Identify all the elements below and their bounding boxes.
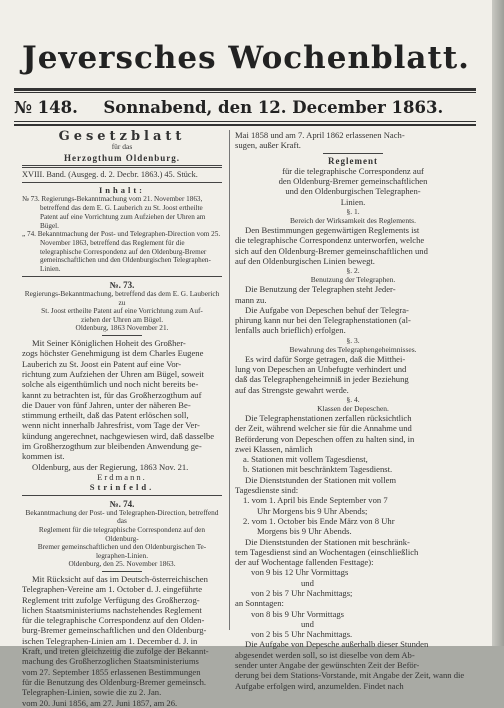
body-line: Die Dienststunden der Stationen mit beschränk-	[245, 536, 410, 547]
body-line: machung des Großherzoglichen Staatsministeriums	[22, 656, 199, 667]
caption-line: legraphen-Linien.	[95, 550, 149, 560]
list-item: b. Stationen mit beschränktem Tagesdienst.	[243, 464, 393, 475]
subtitle-line: Linien.	[340, 196, 366, 207]
body-line: wenn nicht innerhalb Jahresfrist, vom Tage der Ver-	[22, 420, 200, 431]
body-line: Beförderung von Depeschen offen zu halten sind, in	[235, 433, 415, 444]
divider	[22, 165, 222, 168]
caption-line: St. Joost ertheilte Patent auf eine Vorrichtung zum Auf-	[41, 306, 203, 316]
caption-line: ziehen der Uhren am Bügel.	[80, 314, 164, 324]
issue-number: № 148.	[14, 98, 78, 117]
body-line: Die Aufgabe von Depesche außerhalb dieser Stunden	[245, 639, 429, 650]
short-divider	[102, 571, 142, 572]
body-line: lung von Depeschen an Unbefugte verhindert und	[235, 364, 407, 375]
body-line: der auf Wochentage fallenden Festtage):	[235, 557, 374, 568]
body-line: der Zeit, während welcher sie für die Annahme und	[235, 423, 412, 434]
body-line: Reglement tritt zufolge Verfügung des Großherzog-	[22, 594, 200, 605]
issue-line	[14, 98, 476, 117]
section-4-title: §. 4.	[346, 394, 360, 404]
subtitle-line: und den Oldenburgischen Telegraphen-	[285, 186, 421, 197]
section-4-body-3	[235, 537, 471, 568]
list-item: von 9 bis 12 Uhr Vormittags	[251, 567, 349, 578]
list-item: Morgens bis 9 Uhr Abends.	[257, 526, 352, 537]
caption-line: Bekanntmachung der Post- und Telegraphen-Direction, betreffend das	[25, 507, 219, 526]
body-line: kommen ist.	[22, 451, 65, 462]
caption-line: Reglement für die telegraphische Correspondenz auf den Oldenburg-	[38, 525, 206, 543]
body-line: kannt zu betrachten ist, für das Großherzogthum auf	[22, 389, 202, 400]
caption-line: Oldenburg, 1863 November 21.	[75, 323, 169, 333]
section-4-body-2	[235, 475, 471, 496]
body-line: Mit Rücksicht auf das im Deutsch-österreichischen	[32, 573, 208, 584]
short-divider	[323, 153, 383, 154]
body-line: Telegraphen-Vereine am 1. October d. J. eingeführte	[22, 584, 203, 595]
body-line: lichen Staatsministeriums nachstehendes Reglement	[22, 604, 202, 615]
volume-line: XVIII. Band. (Ausgeg. d. 2. Decbr. 1863.) 45. Stück.	[22, 169, 198, 179]
body-line: vom 20. Juni 1856, am 27. Juni 1857, am 26.	[22, 697, 178, 708]
continued-text	[235, 130, 471, 151]
body-line: stimmung ertheilt, daß das Patent erlöschen soll,	[22, 410, 189, 421]
contents-heading: Inhalt:	[98, 185, 146, 196]
body-line: die Dauer von fünf Jahren, unter der näheren Be-	[22, 399, 191, 410]
issue-day: Sonnabend,	[103, 98, 213, 117]
station-classes-list	[235, 454, 471, 475]
issue-date: den 12. December 1863.	[218, 98, 444, 117]
divider	[22, 276, 222, 277]
body-line: sender unter Angabe der gewünschten Zeit der Beför-	[235, 660, 420, 671]
body-line: Telegraphen-Linien, sowie die zu 2. Jan.	[22, 687, 162, 698]
body-line: mann zu.	[235, 294, 267, 305]
reglement-title: Reglement	[328, 155, 378, 166]
subtitle-line: für die telegraphische Correspondenz auf	[282, 165, 424, 176]
body-line: Den Bestimmungen gegenwärtigen Reglements ist	[245, 225, 420, 236]
body-line: Es wird dafür Sorge getragen, daß die Mitthei-	[245, 353, 406, 364]
left-column	[22, 130, 222, 708]
body-line: Kraft, und treten gleichzeitig die zufolge der Bekannt-	[22, 646, 209, 657]
section-73-place: Oldenburg, aus der Regierung, 1863 Nov. 21.	[32, 461, 189, 472]
masthead-rule-thin	[14, 92, 476, 93]
body-line: auf den Oldenburgischen Linien bewegt.	[235, 255, 375, 266]
section-1-title: §. 1.	[346, 207, 360, 217]
section-3-caption: Bewahrung des Telegraphengeheimnisses.	[289, 344, 417, 354]
list-item: und	[301, 577, 314, 588]
list-item: von 2 bis 7 Uhr Nachmittags;	[251, 587, 353, 598]
section-3-body	[235, 354, 471, 395]
body-line: Mit Seiner Königlichen Hoheit des Großher-	[32, 338, 186, 349]
body-line: Tagesdienste sind:	[235, 485, 299, 496]
caption-line: Regierungs-Bekanntmachung, betreffend das dem E. G. Lauberich zu	[24, 289, 220, 307]
list-item: 2. vom 1. October bis Ende März von 8 Uhr	[243, 515, 395, 526]
section-74-label: №. 74.	[109, 498, 135, 509]
section-4-body	[235, 413, 471, 454]
section-74-caption	[22, 509, 222, 569]
body-line: Die Telegraphenstationen zerfallen rücksichtlich	[245, 412, 412, 423]
list-item: a. Stationen mit vollem Tagesdienst,	[243, 454, 368, 465]
body-line: solche als eigenthümlich und noch nicht bereits be-	[22, 379, 199, 390]
column-divider	[229, 130, 230, 630]
toc-item: „ 74. Bekanntmachung der Post- und Telegraphen-Direction vom 25. November 1863, betreffend das Reglement für die telegraphische Correspondenz auf den Oldenburg-Bremer gemeinschaftlichen und den Oldenburgischen Telegraphen-Linien.	[22, 230, 221, 274]
caption-line: Bremer gemeinschaftlichen und den Oldenburgischen Te-	[37, 542, 207, 552]
list-item: Uhr Morgens bis 9 Uhr Abends;	[257, 505, 368, 516]
body-line: auf das Strengste gewahrt werde.	[235, 384, 349, 395]
gesetzblatt-title: Gesetzblatt	[58, 129, 186, 144]
restricted-hours-list	[235, 567, 471, 639]
section-1-caption: Bereich der Wirksamkeit des Reglements.	[290, 216, 416, 226]
short-divider	[102, 335, 142, 336]
section-73-caption	[22, 290, 222, 333]
section-4-caption: Klassen der Depeschen.	[317, 403, 389, 413]
section-2-title: §. 2.	[346, 266, 360, 276]
body-line: phirung kann nur bei den Telegraphenstationen (al-	[235, 315, 411, 326]
signature-erdmann: Erdmann.	[97, 471, 147, 482]
masthead-title: Jeversches Wochenblatt.	[22, 40, 470, 76]
list-item: und	[301, 618, 314, 629]
right-column	[235, 130, 471, 691]
section-4-body-4	[235, 639, 471, 690]
body-line: sich auf den Oldenburg-Bremer gemeinschaftlichen und	[235, 245, 428, 256]
body-line: derung bei dem Stations-Vorstande, mit Angabe der Zeit, wann die	[235, 670, 465, 681]
gesetzblatt-state: Herzogthum Oldenburg.	[63, 152, 180, 163]
table-of-contents	[22, 195, 222, 273]
body-line: Mai 1858 und am 7. April 1862 erlassenen Nach-	[235, 130, 405, 140]
body-line: tem Tagesdienst sind an Wochentagen (einschließlich	[235, 546, 419, 557]
gesetzblatt-fuer: für das	[111, 142, 133, 152]
body-line: vom 27. September 1855 erlassenen Bestimmungen	[22, 666, 201, 677]
body-line: Die Dienststunden der Stationen mit vollem	[245, 474, 397, 485]
body-line: sugen, außer Kraft.	[235, 140, 301, 151]
section-1-body	[235, 225, 471, 266]
divider	[22, 495, 222, 496]
page-edge-shadow	[492, 0, 504, 646]
body-line: ischen Telegraphen-Linien am 1. December d. J. in	[22, 635, 198, 646]
divider	[22, 182, 222, 183]
list-item: von 2 bis 5 Uhr Nachmittags.	[251, 629, 353, 640]
body-line: lenfalls auch brieflich) erfolgen.	[235, 325, 346, 336]
section-74-body	[22, 574, 222, 708]
issue-rule	[14, 121, 476, 122]
issue-rule-thick	[14, 124, 476, 126]
section-73-body	[22, 338, 222, 462]
section-3-title: §. 3.	[346, 335, 360, 345]
body-line: die telegraphische Correspondenz unterworfen, welche	[235, 235, 425, 246]
body-line: Aufgabe erfolgen wird, anzumelden. Findet nach	[235, 680, 404, 691]
section-73-label: №. 73.	[109, 279, 135, 290]
toc-item: № 73. Regierungs-Bekanntmachung vom 21. November 1863, betreffend das dem E. G. Lauberich zu St. Joost ertheilte Patent auf eine Vorrichtung zum Aufziehen der Uhren am Bügel.	[22, 195, 206, 230]
list-item: an Sonntagen:	[235, 598, 284, 609]
caption-line: Oldenburg, den 25. November 1863.	[68, 559, 176, 569]
body-line: kündung angerechnet, nachgewiesen wird, daß dasselbe	[22, 430, 215, 441]
body-line: Die Benutzung der Telegraphen steht Jeder-	[245, 284, 396, 295]
body-line: Lauberich zu St. Joost ein Patent auf eine Vor-	[22, 358, 182, 369]
body-line: für die telegraphische Correspondenz auf den Olden-	[22, 615, 205, 626]
masthead-rule	[14, 88, 476, 91]
signature-strinfeld: Strinfeld.	[89, 482, 155, 493]
body-line: zogs höchster Genehmigung ist dem Charles Eugene	[22, 348, 204, 359]
service-hours-list	[235, 495, 471, 536]
subtitle-line: den Oldenburg-Bremer gemeinschaftlichen	[278, 176, 428, 187]
body-line: abgesendet werden soll, so ist dieselbe von dem Ab-	[235, 649, 415, 660]
body-line: richtung zum Aufziehen der Uhren am Bügel, soweit	[22, 368, 204, 379]
body-line: Die Aufgabe von Depeschen behuf der Telegra-	[245, 304, 409, 315]
list-item: von 8 bis 9 Uhr Vormittags	[251, 608, 345, 619]
body-line: für die Benutzung des Oldenburg-Bremer gemeinsch.	[22, 676, 207, 687]
body-line: burg-Bremer gemeinschaftlichen und den Oldenburg-	[22, 625, 207, 636]
body-line: daß das Telegraphengeheimniß in jeder Beziehung	[235, 374, 409, 385]
section-2-caption: Benutzung der Telegraphen.	[310, 275, 396, 285]
list-item: 1. vom 1. April bis Ende September von 7	[243, 495, 388, 506]
section-2-body	[235, 284, 471, 335]
body-line: zwei Klassen, nämlich	[235, 443, 313, 454]
body-line: im Großherzogthum zur bleibenden Anwendung ge-	[22, 441, 202, 452]
reglement-subtitle	[235, 166, 471, 207]
